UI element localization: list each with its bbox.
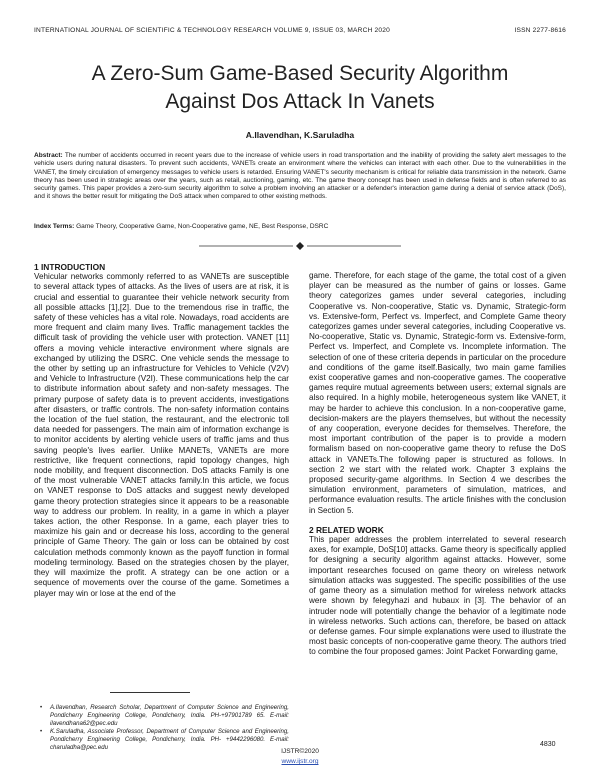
author-footnotes [40,704,289,753]
footnote-item: • K.Saruladha, Associate Professor, Department of Computer Science and Engineering, Pondicherry Engineering College, Pondicherry, India. PH- +9442296080. E-mail: charuladha@pec.edu [50,728,289,751]
journal-header [34,27,566,34]
footnote-item: • A.Ilavendhan, Research Scholar, Department of Computer Science and Engineering, Pondicherry Engineering College, Pondicherry, India. PH-+97901789 65. E-mail: ilavendhana62@pec.edu [50,704,289,727]
paper-title [40,60,560,116]
section-2-heading: 2 RELATED WORK [309,524,384,535]
section-1-right-text: game. Therefore, for each stage of the game, the total cost of a given player can be measured as the number of gains or losses. Game theory categorizes games under several categories, including Cooperative vs. Non-cooperative, Static vs. Dynamic, Strategic-form vs. Extensive-form, Perfect vs. Imperfect, and Complete Game theory categorizes games under several categories, including Cooperative vs. No-cooperative, Static vs. Dynamic, Strategic-form vs. Extensive-form, Perfect vs. Imperfect, and Complete vs. Incomplete information. The selection of one of these criteria depends in particular on the procedure and conditions of the game itself.Basically, two main game families exist cooperative games and non-cooperative games. The cooperative games require mutual agreements between users; external signals are also required. In a highly mobile, heterogeneous system like VANET, it may be harder to achieve this conclusion. In a non-cooperative game, decision-makers are the players themselves, but without the necessity of any cooperation, everyone decides for themselves. Therefore, the most important contribution of the paper is to provide a modern formalism based on non-cooperative game theory to refuse the DoS attack in VANETs.The following paper is structured as follows. In section 2 we start with the related work. Chapter 3 explains the proposed security-game algorithms. In Section 4 we describes the simulation environment, parameters of simulation, matrices, and performance evaluation results. The article finishes with the conclusion in Section 5. [309,271,566,515]
section-2-text: This paper addresses the problem interrelated to several research axes, for example, DoS[10] attacks. Game theory is specifically applied for designing a security algorithm against attacks. However, some important researches focused on game theory on wireless network simulation attacks was suggested. The specific possibilities of the use of game theory as a simulation method for wireless network attacks were shown by felegyhazi and hubaux in [3]. The behavior of an intruder node will potentially change the behavior of a legitimate node in wireless networks. Such actions can, therefore, be based on attack or defense games. Four simple explanations were used to illustrate the most basic concepts of non-cooperative game theory. The authors tried to combine the four proposed games: Joint Packet Forwarding game, [309,535,566,657]
index-terms [34,223,566,231]
paper-title-line-1: A Zero-Sum Game-Based Security Algorithm [91,62,509,85]
section-1-left-text: Vehicular networks commonly referred to as VANETs are susceptible to several attack types of attacks. As the lives of users are at risk, it is crucial and essential to guarantee their vehicle network security from all possible attacks [1],[2]. Due to the tremendous rise in traffic, the safety of these vehicles has a vital role. Nowadays, road accidents are more frequent and claim many lives. Traffic management tackles the difficult task of providing the vehicle user with protection. VANET [11] offers a moving vehicle interactive environment where signals are exchanged by utilizing the DSRC. One vehicle sends the message to the other by setting up an infrastructure for Vehicles to Vehicle (V2V) and Vehicle to Infrastructure (V2I). These communications help the car to distribute information about safety and non-safety messages. The primary purpose of safety data is to prevent accidents, investigations after disasters, or traffic controls. The non-safety information contains the location of the fuel station, the restaurant, and the electronic toll data needed for passengers. The main aim of information exchange is to monitor accidents by alerting vehicle users of traffic jams and thus saving people's lives earlier. Unlike MANETs, VANETs are more restrictive, like frequent connections, rapid topology changes, high node mobility, and frequent disconnection. DoS attacks Family is one of the most vulnerable VANET attacks family.In this article, we focus on VANET response to DoS attacks and suggest newly developed game theory protection strategies since it appears to be a reasonable way to address our problem. In reality, in a game in which a player takes action, the other Response. In a game, each player tries to maximize his gain and or decrease his loss, according to the general principle of Game Theory. The gain or loss can be obtained by cost calculation methods commonly known as the payoff function in formal modeling terminology. Based on the strategies chosen by the player, they will maximize the profit. A strategy can be one action or a sequence of movements over the course of the game. Sometimes a player may win or lose at the end of the [34,272,289,598]
section-divider [199,240,401,252]
footer-url-link[interactable]: www.ijstr.org [281,758,319,765]
author-list: A.Ilavendhan, K.Saruladha [245,130,355,140]
journal-name: INTERNATIONAL JOURNAL OF SCIENTIFIC & TECHNOLOGY RESEARCH VOLUME 9, ISSUE 03, MARCH 2020 [34,27,391,34]
paper-title-line-2: Against Dos Attack In Vanets [165,90,435,113]
abstract [34,152,566,202]
left-column [34,262,289,599]
section-1-heading: 1 INTRODUCTION [34,262,106,272]
footnote-rule [110,692,190,693]
right-column [309,271,566,658]
index-terms-label: Index Terms: [34,223,75,230]
index-terms-text: Game Theory, Cooperative Game, Non-Cooperative game, NE, Best Response, DSRC [76,223,329,230]
abstract-text: The number of accidents occurred in recent years due to the increase of vehicle users in road transportation and the inability of providing the safety alert messages to the vehicle users during natural disasters. To prevent such accidents, VANETs create an environment where the vehicles can interact with each other. Due to the vulnerabilities in the VANET, the timely circulation of emergency messages to vehicle users is retarded. Ensuring VANET's security mechanism is critical for reliable data transmission in the network. Game theory has been used in strategic areas over the years, such as retail, auctioning, gaming, etc. The game theory concept has been used in defense fields and is often referred to as security games. This paper provides a zero-sum security algorithm to solve a problem involving an attacker or a defender's interaction game during a denial of service attack (DoS), and it shows the better result for mitigating the DoS attack when compared to other existing methods. [34,152,566,201]
footer-copyright: IJSTR©2020 [281,748,319,755]
abstract-label: Abstract: [34,152,63,159]
page-number: 4830 [540,741,556,748]
journal-issn: ISSN 2277-8616 [514,27,566,34]
